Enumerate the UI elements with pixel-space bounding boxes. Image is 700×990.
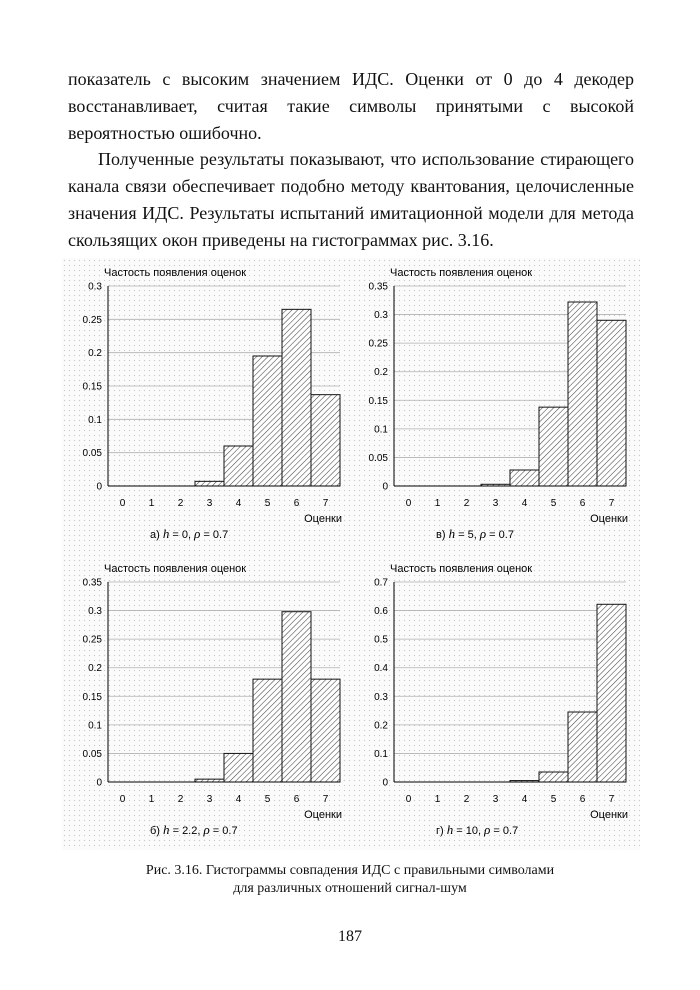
- chart-2-xtick-label: 6: [293, 794, 300, 805]
- chart-1-bar-6: [568, 302, 597, 486]
- chart-1-ytick-label: 0.2: [374, 367, 388, 379]
- caption-line-1: Рис. 3.16. Гистограммы совпадения ИДС с правильными символами: [145, 863, 555, 878]
- chart-1-ytick-label: 0.3: [374, 310, 388, 322]
- chart-1-xtick-label: 2: [463, 498, 470, 509]
- chart-1-ytick-label: 0.1: [374, 424, 388, 436]
- chart-3-xtick-label: 6: [579, 794, 586, 805]
- chart-2-xlabel: Оценки: [304, 809, 342, 821]
- chart-0-xtick-label: 2: [177, 498, 184, 509]
- chart-0-xtick-label: 4: [235, 498, 242, 509]
- chart-1-xtick-label: 6: [579, 498, 586, 509]
- chart-1-ytick-label: 0.05: [368, 452, 388, 464]
- chart-1-xtick-label: 7: [608, 498, 615, 509]
- chart-1-bar-4: [510, 470, 539, 486]
- chart-0-bar-6: [282, 309, 311, 486]
- chart-3-ytick-label: 0.5: [374, 634, 388, 646]
- histogram-v: [354, 262, 644, 552]
- chart-0-ytick-label: 0: [96, 481, 102, 493]
- chart-3-ytick-label: 0.4: [374, 663, 388, 675]
- figure-3-16: [62, 258, 640, 850]
- chart-0-ytick-label: 0.15: [82, 381, 102, 393]
- chart-3-ytick-label: 0: [382, 777, 388, 789]
- chart-0-ytick-label: 0.3: [88, 281, 102, 293]
- chart-1-ytick-label: 0.35: [368, 281, 388, 293]
- chart-2-ytick-label: 0.15: [82, 691, 102, 703]
- chart-2-bar-5: [253, 679, 282, 782]
- chart-0-xtick-label: 7: [322, 498, 329, 509]
- chart-3-xtick-label: 1: [434, 794, 441, 805]
- caption-line-2: для различных отношений сигнал-шум: [233, 881, 467, 896]
- chart-3-title: Частость появления оценок: [390, 563, 533, 575]
- chart-2-ytick-label: 0.05: [82, 748, 102, 760]
- chart-0-bar-4: [224, 446, 253, 486]
- chart-0-bar-3: [195, 481, 224, 486]
- figure-caption: [0, 862, 700, 898]
- chart-2-ytick-label: 0.35: [82, 577, 102, 589]
- chart-3-xtick-label: 2: [463, 794, 470, 805]
- chart-2-bar-4: [224, 753, 253, 782]
- chart-3-ytick-label: 0.1: [374, 748, 388, 760]
- chart-0-bar-5: [253, 356, 282, 486]
- chart-2-xtick-label: 5: [264, 794, 271, 805]
- chart-3-xlabel: Оценки: [590, 809, 628, 821]
- histogram-g: [354, 558, 644, 848]
- paragraph-results: Полученные результаты показывают, что использование стирающего канала связи обеспечивает подобно методу квантования, целочисленные значения ИДС. Результаты испытаний имитационной модели для метода скользящих окон приведены на гистограммах рис. 3.16.: [68, 149, 634, 250]
- histogram-a: [68, 262, 358, 552]
- chart-2-xtick-label: 0: [119, 794, 126, 805]
- chart-1-xtick-label: 4: [521, 498, 528, 509]
- chart-2-xtick-label: 2: [177, 794, 184, 805]
- chart-1-bar-5: [539, 407, 568, 486]
- chart-3-xtick-label: 3: [492, 794, 499, 805]
- chart-0-ytick-label: 0.05: [82, 448, 102, 460]
- histogram-b: [68, 558, 358, 848]
- chart-0-bar-7: [311, 395, 340, 486]
- chart-2-bar-6: [282, 612, 311, 782]
- chart-1-xtick-label: 1: [434, 498, 441, 509]
- chart-2-xtick-label: 1: [148, 794, 155, 805]
- chart-3-ytick-label: 0.7: [374, 577, 388, 589]
- chart-0-panel-label: а) h = 0, ρ = 0.7: [150, 526, 229, 541]
- chart-3-bar-7: [597, 604, 626, 782]
- chart-1-xtick-label: 0: [405, 498, 412, 509]
- chart-0-xtick-label: 5: [264, 498, 271, 509]
- chart-0-xlabel: Оценки: [304, 513, 342, 525]
- chart-3-xtick-label: 0: [405, 794, 412, 805]
- chart-1-ytick-label: 0.15: [368, 395, 388, 407]
- chart-3-xtick-label: 7: [608, 794, 615, 805]
- chart-0-ytick-label: 0.1: [88, 414, 102, 426]
- chart-1-xlabel: Оценки: [590, 513, 628, 525]
- chart-3-ytick-label: 0.3: [374, 691, 388, 703]
- chart-2-ytick-label: 0.3: [88, 606, 102, 618]
- page-number: 187: [338, 928, 362, 945]
- chart-1-bar-7: [597, 320, 626, 486]
- chart-2-ytick-label: 0: [96, 777, 102, 789]
- chart-1-title: Частость появления оценок: [390, 267, 533, 279]
- chart-3-ytick-label: 0.6: [374, 606, 388, 618]
- chart-2-bar-7: [311, 679, 340, 782]
- chart-3-bar-5: [539, 772, 568, 782]
- chart-3-ytick-label: 0.2: [374, 720, 388, 732]
- chart-1-panel-label: в) h = 5, ρ = 0.7: [436, 526, 514, 541]
- chart-0-xtick-label: 6: [293, 498, 300, 509]
- chart-3-bar-6: [568, 712, 597, 782]
- chart-3-xtick-label: 5: [550, 794, 557, 805]
- chart-0-ytick-label: 0.2: [88, 348, 102, 360]
- chart-2-ytick-label: 0.2: [88, 663, 102, 675]
- paragraph-continuation: показатель с высоким значением ИДС. Оценки от 0 до 4 декодер восстанавливает, считая такие символы принятыми с высокой вероятностью ошибочно.: [68, 69, 634, 143]
- chart-2-xtick-label: 3: [206, 794, 213, 805]
- chart-2-ytick-label: 0.25: [82, 634, 102, 646]
- chart-2-xtick-label: 4: [235, 794, 242, 805]
- chart-3-panel-label: г) h = 10, ρ = 0.7: [436, 822, 519, 837]
- chart-2-title: Частость появления оценок: [104, 563, 247, 575]
- chart-0-xtick-label: 3: [206, 498, 213, 509]
- chart-2-xtick-label: 7: [322, 794, 329, 805]
- chart-0-xtick-label: 0: [119, 498, 126, 509]
- chart-1-xtick-label: 3: [492, 498, 499, 509]
- chart-1-ytick-label: 0.25: [368, 338, 388, 350]
- chart-0-xtick-label: 1: [148, 498, 155, 509]
- chart-3-xtick-label: 4: [521, 794, 528, 805]
- chart-1-xtick-label: 5: [550, 498, 557, 509]
- chart-2-ytick-label: 0.1: [88, 720, 102, 732]
- chart-2-panel-label: б) h = 2.2, ρ = 0.7: [150, 822, 238, 837]
- chart-1-ytick-label: 0: [382, 481, 388, 493]
- chart-0-title: Частость появления оценок: [104, 267, 247, 279]
- chart-0-ytick-label: 0.25: [82, 314, 102, 326]
